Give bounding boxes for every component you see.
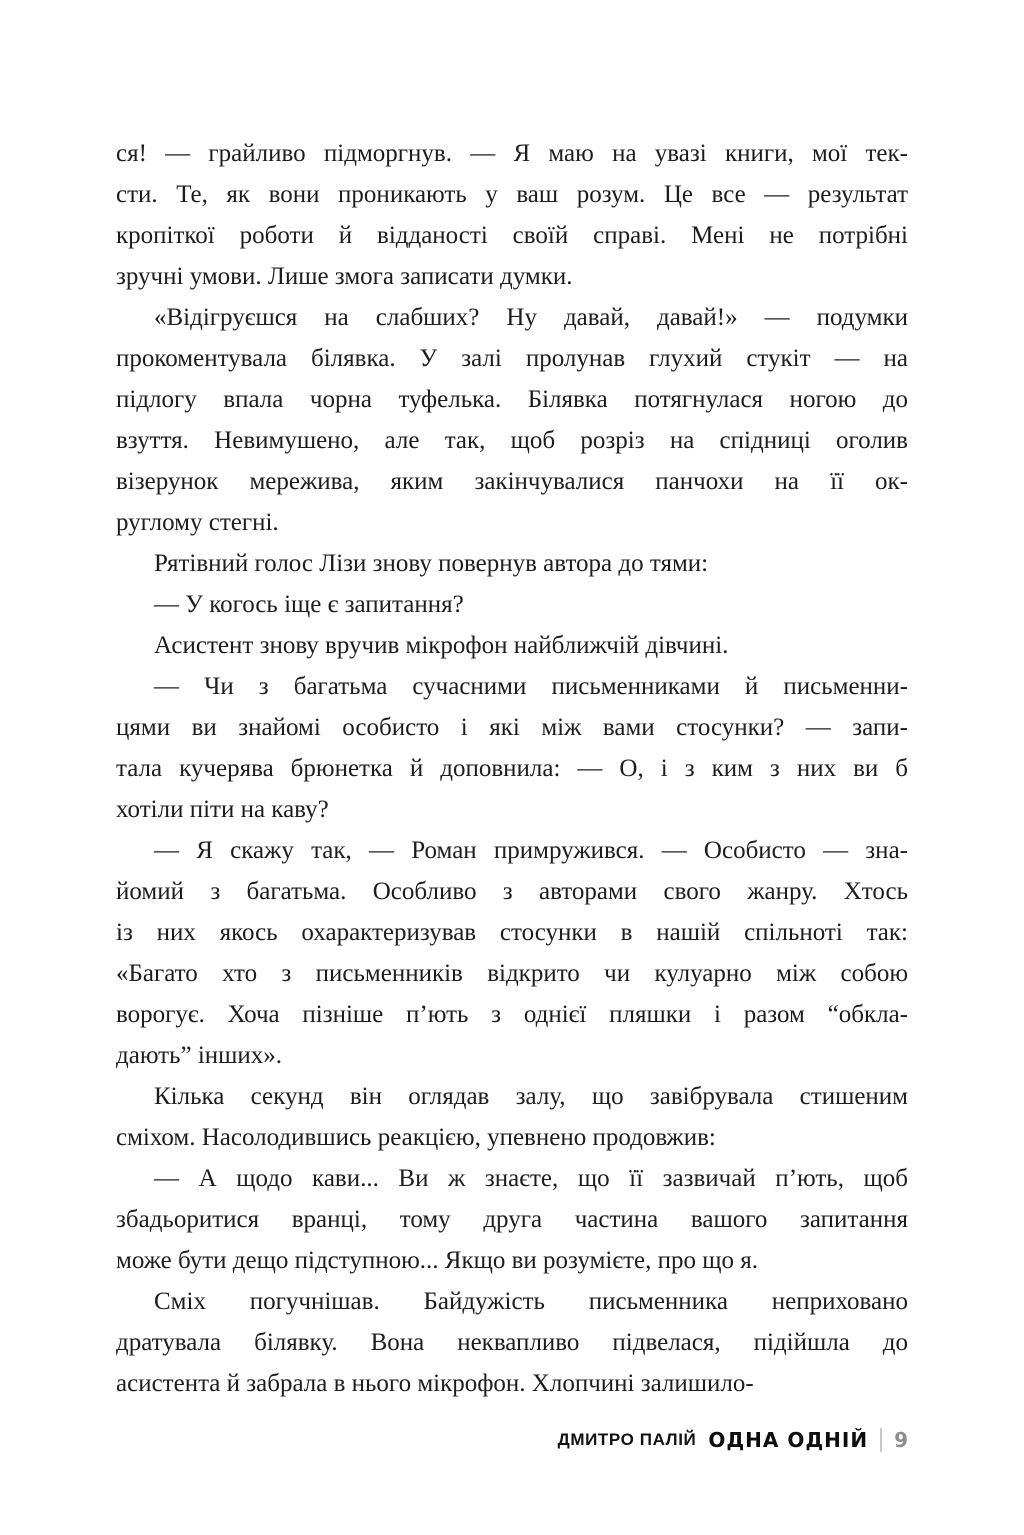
- paragraph: [116, 830, 908, 1076]
- text-line: цями ви знайомі особисто і які між вами стосунки? — запи-: [116, 714, 908, 741]
- text-line: «Відігруєшся на слабших? Ну давай, давай!» — подумки: [154, 304, 908, 331]
- paragraph: [116, 1076, 908, 1158]
- text-line: може бути дещо підступною... Якщо ви розумієте, про що я.: [116, 1247, 758, 1274]
- text-line: дають” інших».: [116, 1042, 283, 1069]
- text-line: сти. Те, як вони проникають у ваш розум. Це все — результат: [116, 181, 908, 208]
- text-line: «Багато хто з письменників відкрито чи кулуарно між собою: [116, 960, 908, 987]
- paragraph: [116, 666, 908, 830]
- text-line: — Чи з багатьма сучасними письменниками й письменни-: [154, 673, 908, 700]
- text-line: прокоментувала білявка. У залі пролунав глухий стукіт — на: [116, 345, 908, 372]
- page-footer: [116, 1428, 908, 1452]
- text-line: тала кучерява брюнетка й доповнила: — О, і з ким з них ви б: [116, 755, 908, 782]
- text-line: — У когось іще є запитання?: [154, 591, 464, 618]
- text-line: збадьоритися вранці, тому друга частина вашого запитання: [116, 1206, 908, 1233]
- text-line: Сміх погучнішав. Байдужість письменника неприховано: [154, 1288, 908, 1315]
- text-line: візерунок мережива, яким закінчувалися панчохи на її ок-: [116, 468, 908, 495]
- text-line: сміхом. Насолодившись реакцією, упевнено продовжив:: [116, 1124, 716, 1151]
- text-line: дратувала білявку. Вона неквапливо підвелася, підійшла до: [116, 1329, 908, 1356]
- text-line: — Я скажу так, — Роман примружився. — Особисто — зна-: [154, 837, 908, 864]
- text-line: ся! — грайливо підморгнув. — Я маю на увазі книги, мої тек-: [116, 140, 908, 167]
- paragraph: [116, 133, 908, 297]
- text-line: Асистент знову вручив мікрофон найближчій дівчині.: [154, 632, 729, 659]
- text-line: йомий з багатьма. Особливо з авторами свого жанру. Хтось: [116, 878, 908, 905]
- text-block: [116, 133, 908, 1404]
- paragraph: [116, 584, 908, 625]
- footer-divider: [880, 1428, 882, 1452]
- text-line: взуття. Невимушено, але так, щоб розріз на спідниці оголив: [116, 427, 908, 454]
- text-line: — А щодо кави... Ви ж знаєте, що її зазвичай п’ють, щоб: [154, 1165, 908, 1192]
- text-line: асистента й забрала в нього мікрофон. Хлопчині залишило-: [116, 1370, 754, 1397]
- paragraph: [116, 1281, 908, 1404]
- text-line: підлогу впала чорна туфелька. Білявка потягнулася ногою до: [116, 386, 908, 413]
- text-line: із них якось охарактеризував стосунки в нашій спільноті так:: [116, 919, 908, 946]
- paragraph: [116, 297, 908, 543]
- text-line: Кілька секунд він оглядав залу, що завібрувала стишеним: [154, 1083, 908, 1110]
- footer-book-title: ОДНА ОДНІЙ: [708, 1428, 869, 1452]
- paragraph: [116, 1158, 908, 1281]
- paragraph: [116, 543, 908, 584]
- text-line: зручні умови. Лише змога записати думки.: [116, 263, 573, 290]
- text-line: Рятівний голос Лізи знову повернув автора до тями:: [154, 550, 709, 577]
- text-line: ворогує. Хоча пізніше п’ють з однієї пляшки і разом “обкла-: [116, 1001, 908, 1028]
- text-line: хотіли піти на каву?: [116, 796, 329, 823]
- paragraph: [116, 625, 908, 666]
- text-line: кропіткої роботи й відданості своїй справі. Мені не потрібні: [116, 222, 908, 249]
- page-number: 9: [894, 1428, 908, 1452]
- text-line: руглому стегні.: [116, 509, 279, 536]
- footer-author: ДМИТРО ПАЛІЙ: [557, 1430, 697, 1449]
